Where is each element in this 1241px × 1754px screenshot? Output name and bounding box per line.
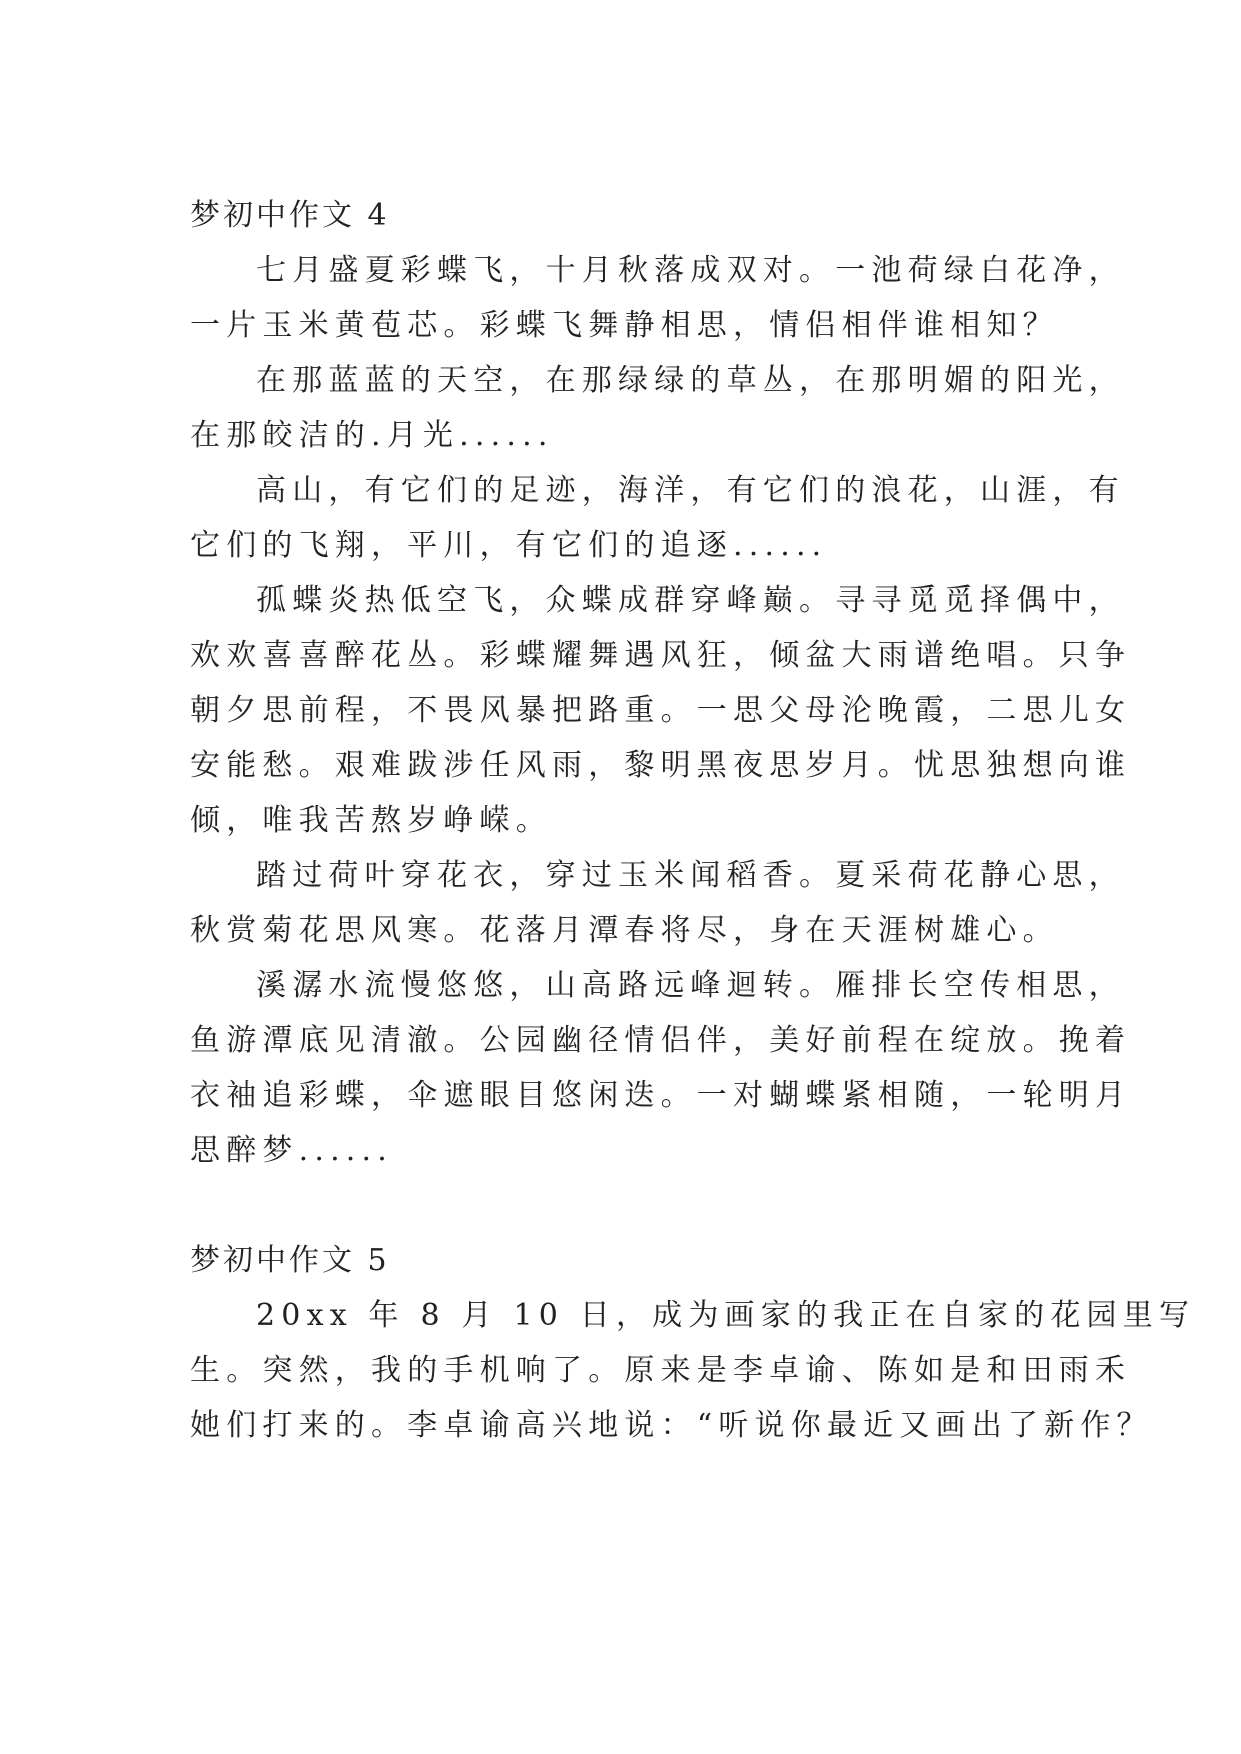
- essay-4-title: 梦初中作文 4: [190, 198, 390, 233]
- essay-4-line: 在那皎洁的.月光......: [190, 418, 554, 453]
- essay-4-line: 七月盛夏彩蝶飞，十月秋落成双对。一池荷绿白花净，: [256, 253, 1125, 288]
- essay-4-line: 倾，唯我苦熬岁峥嵘。: [190, 803, 552, 838]
- essay-4-line: 溪潺水流慢悠悠，山高路远峰迴转。雁排长空传相思，: [256, 968, 1125, 1003]
- essay-4-line: 欢欢喜喜醉花丛。彩蝶耀舞遇风狂，倾盆大雨谱绝唱。只争: [190, 638, 1132, 673]
- essay-5-title: 梦初中作文 5: [190, 1243, 390, 1278]
- essay-4-line: 踏过荷叶穿花衣，穿过玉米闻稻香。夏采荷花静心思，: [256, 858, 1125, 893]
- essay-4-line: 在那蓝蓝的天空，在那绿绿的草丛，在那明媚的阳光，: [256, 363, 1125, 398]
- essay-4-line: 安能愁。艰难跋涉任风雨，黎明黑夜思岁月。忧思独想向谁: [190, 748, 1132, 783]
- essay-4-line: 衣袖追彩蝶，伞遮眼目悠闲迭。一对蝴蝶紧相随，一轮明月: [190, 1078, 1132, 1113]
- essay-4-line: 高山，有它们的足迹，海洋，有它们的浪花，山涯，有: [256, 473, 1125, 508]
- essay-5-line: 生。突然，我的手机响了。原来是李卓谕、陈如是和田雨禾: [190, 1353, 1132, 1388]
- essay-4-line: 秋赏菊花思风寒。花落月潭春将尽，身在天涯树雄心。: [190, 913, 1059, 948]
- essay-5-line: 她们打来的。李卓谕高兴地说：“听说你最近又画出了新作？: [190, 1408, 1153, 1443]
- document-page: [190, 0, 1196, 1754]
- essay-4-line: 一片玉米黄苞芯。彩蝶飞舞静相思，情侣相伴谁相知？: [190, 308, 1059, 343]
- essay-5-line: 20xx 年 8 月 10 日，成为画家的我正在自家的花园里写: [256, 1298, 1196, 1333]
- essay-4-line: 鱼游潭底见清澈。公园幽径情侣伴，美好前程在绽放。挽着: [190, 1023, 1132, 1058]
- essay-4-line: 思醉梦......: [190, 1133, 394, 1168]
- essay-4-line: 它们的飞翔，平川，有它们的追逐......: [190, 528, 828, 563]
- essay-4-line: 孤蝶炎热低空飞，众蝶成群穿峰巅。寻寻觅觅择偶中，: [256, 583, 1125, 618]
- essay-4-line: 朝夕思前程，不畏风暴把路重。一思父母沦晚霞，二思儿女: [190, 693, 1132, 728]
